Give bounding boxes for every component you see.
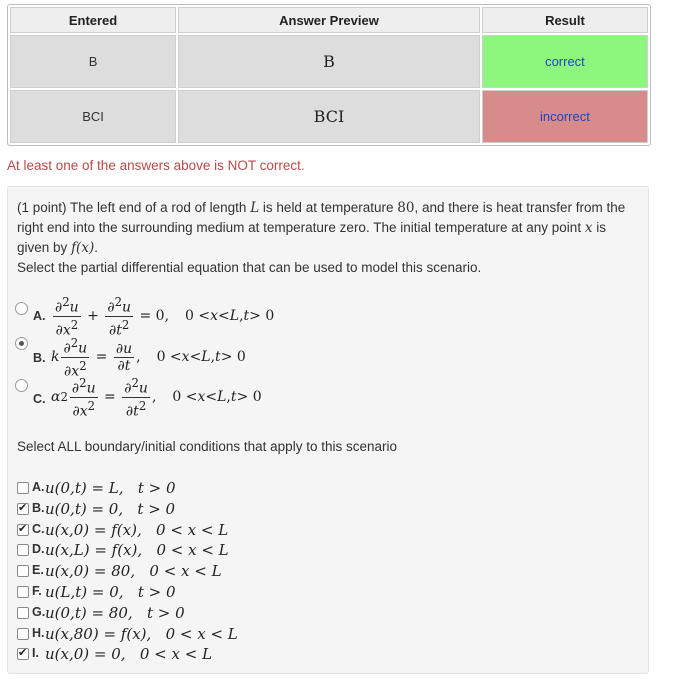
condition-label: G. bbox=[32, 604, 46, 619]
option-c-label: C. bbox=[33, 392, 46, 406]
condition-label: B. bbox=[32, 500, 45, 515]
pde-question: Select the partial differential equation that can be used to model this scenario. bbox=[17, 260, 482, 275]
condition-expression: u(0,t) = L, t > 0 bbox=[45, 479, 176, 497]
statement-text: is held at temperature bbox=[262, 200, 394, 215]
condition-checkbox[interactable] bbox=[17, 544, 29, 556]
option-a-label: A. bbox=[33, 309, 46, 323]
table-row bbox=[10, 90, 648, 143]
statement-text: . bbox=[94, 240, 98, 255]
problem-box bbox=[7, 186, 649, 674]
statement-text: is given by bbox=[17, 220, 606, 255]
condition-label: D. bbox=[32, 542, 45, 557]
condition-label: F. bbox=[32, 584, 42, 598]
header-entered: Entered bbox=[10, 7, 176, 33]
condition-checkbox[interactable] bbox=[17, 503, 29, 515]
preview-cell: BCI bbox=[178, 90, 480, 143]
condition-checkbox[interactable] bbox=[17, 648, 29, 660]
header-answer-preview: Answer Preview bbox=[178, 7, 480, 33]
condition-expression: u(x,80) = f(x), 0 < x < L bbox=[45, 624, 238, 643]
option-c-equation: α 2 $\frac{\partial^2u}{\partial x^2}$ = $\frac{\partial^2u}{\partial t^2}$ , 0 < x < L , t > 0 bbox=[51, 376, 262, 420]
incorrect-warning: At least one of the answers above is NOT correct. bbox=[7, 158, 305, 173]
radio-option-b[interactable] bbox=[15, 337, 28, 350]
condition-expression: u(L,t) = 0, t > 0 bbox=[45, 583, 176, 601]
points-label: (1 point) bbox=[17, 200, 67, 215]
temperature-value: 80 bbox=[397, 200, 415, 216]
option-b-label: B. bbox=[33, 351, 46, 365]
condition-label: H. bbox=[32, 625, 45, 640]
condition-checkbox[interactable] bbox=[17, 586, 29, 598]
option-a-equation: $\frac{\partial^2u}{\partial x^2}$ + $\frac{\partial^2u}{\partial t^2}$ = 0, 0 < x < L , t > 0 bbox=[55, 295, 275, 339]
condition-checkbox[interactable] bbox=[17, 482, 29, 494]
entered-cell: B bbox=[10, 35, 176, 88]
condition-label: A. bbox=[32, 480, 45, 494]
entered-cell: BCI bbox=[10, 90, 176, 143]
symbol-x: x bbox=[584, 220, 593, 236]
condition-checkbox[interactable] bbox=[17, 628, 29, 640]
header-result: Result bbox=[482, 7, 648, 33]
statement-text: , and there is heat transfer from the right end into the surrounding medium at temperature zero. The initial temperature at any point bbox=[17, 200, 626, 235]
preview-cell: B bbox=[178, 35, 480, 88]
condition-checkbox[interactable] bbox=[17, 607, 29, 619]
results-table bbox=[7, 4, 651, 146]
symbol-L: L bbox=[250, 200, 260, 216]
condition-expression: u(x,0) = f(x), 0 < x < L bbox=[45, 520, 229, 539]
condition-label: C. bbox=[32, 521, 45, 536]
radio-option-c[interactable] bbox=[15, 379, 28, 392]
condition-expression: u(0,t) = 0, t > 0 bbox=[45, 499, 176, 518]
result-cell-incorrect: incorrect bbox=[482, 90, 648, 143]
condition-checkbox[interactable] bbox=[17, 524, 29, 536]
result-cell-correct: correct bbox=[482, 35, 648, 88]
results-header-row bbox=[10, 7, 648, 33]
statement-text: The left end of a rod of length bbox=[70, 200, 247, 215]
condition-expression: u(x,L) = f(x), 0 < x < L bbox=[45, 541, 229, 560]
radio-option-a[interactable] bbox=[15, 302, 28, 315]
table-row bbox=[10, 35, 648, 88]
condition-expression: u(x,0) = 80, 0 < x < L bbox=[45, 562, 222, 581]
condition-label: E. bbox=[32, 563, 44, 578]
boundary-conditions-prompt: Select ALL boundary/initial conditions that apply to this scenario bbox=[17, 439, 397, 454]
problem-statement bbox=[17, 198, 639, 278]
condition-expression: u(0,t) = 80, t > 0 bbox=[45, 603, 185, 622]
condition-label: I. bbox=[32, 646, 39, 661]
condition-checkbox[interactable] bbox=[17, 565, 29, 577]
option-b-equation: k $\frac{\partial^2u}{\partial x^2}$ = $\frac{\partial u}{\partial t}$ , 0 < x < L , t > 0 bbox=[51, 336, 246, 380]
function-f-of-x: f(x) bbox=[71, 240, 95, 256]
condition-expression: u(x,0) = 0, 0 < x < L bbox=[45, 645, 213, 664]
